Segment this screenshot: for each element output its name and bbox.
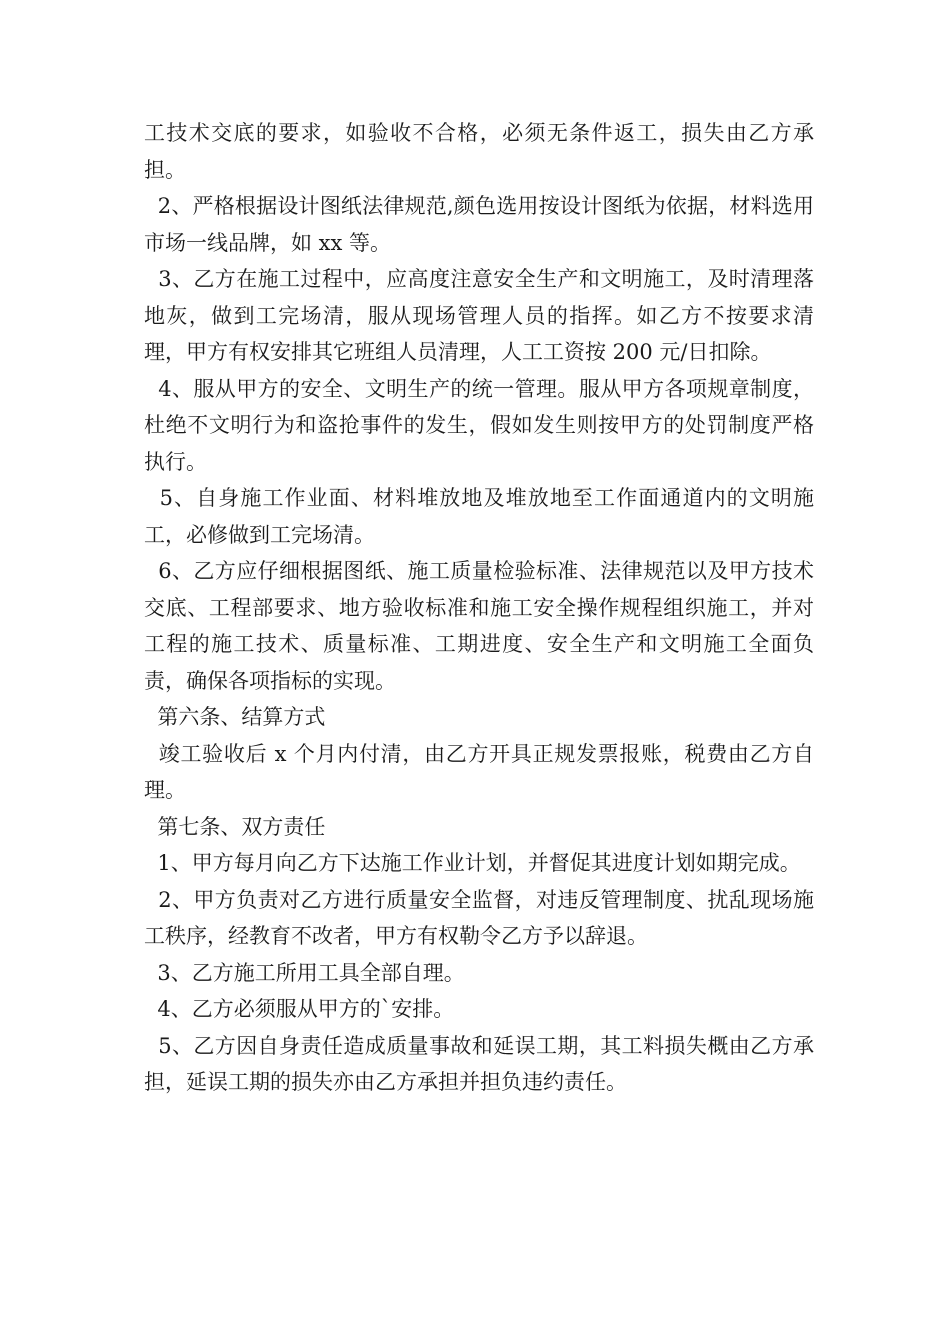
section-heading-article-7: 第七条、双方责任 [144,814,326,839]
paragraph-duty-2: 2、甲方负责对乙方进行质量安全监督，对违反管理制度、扰乱现场施工秩序，经教育不改者，甲方有权勒令乙方予以辞退。 [144,887,814,948]
section-heading-article-6: 第六条、结算方式 [144,705,326,729]
paragraph-4: 4、服从甲方的安全、文明生产的统一管理。服从甲方各项规章制度，杜绝不文明行为和盗抢事件的发生，假如发生则按甲方的处罚制度严格执行。 [144,376,814,474]
paragraph-5: 5、自身施工作业面、材料堆放地及堆放地至工作面通道内的文明施工，必修做到工完场清。 [144,486,814,547]
paragraph-duty-4: 4、乙方必须服从甲方的`安排。 [144,997,455,1021]
paragraph-duty-1: 1、甲方每月向乙方下达施工作业计划，并督促其进度计划如期完成。 [144,851,801,875]
paragraph-1: 工技术交底的要求，如验收不合格，必须无条件返工，损失由乙方承担。 [144,121,814,182]
paragraph-2: 2、严格根据设计图纸法律规范,颜色选用按设计图纸为依据，材料选用市场一线品牌，如 xx 等。 [144,194,814,255]
paragraph-duty-3: 3、乙方施工所用工具全部自理。 [144,960,465,985]
paragraph-settlement: 竣工验收后 x 个月内付清，由乙方开具正规发票报账，税费由乙方自理。 [144,741,814,802]
document-body [144,115,814,1101]
paragraph-3: 3、乙方在施工过程中，应高度注意安全生产和文明施工，及时清理落地灰，做到工完场清，服从现场管理人员的指挥。如乙方不按要求清理，甲方有权安排其它班组人员清理，人工工资按 200 元/日扣除。 [144,267,814,364]
paragraph-6: 6、乙方应仔细根据图纸、施工质量检验标准、法律规范以及甲方技术交底、工程部要求、地方验收标准和施工安全操作规程组织施工，并对工程的施工技术、质量标准、工期进度、安全生产和文明施工全面负责，确保各项指标的实现。 [144,559,814,693]
paragraph-duty-5: 5、乙方因自身责任造成质量事故和延误工期，其工料损失概由乙方承担，延误工期的损失亦由乙方承担并担负违约责任。 [144,1033,814,1094]
